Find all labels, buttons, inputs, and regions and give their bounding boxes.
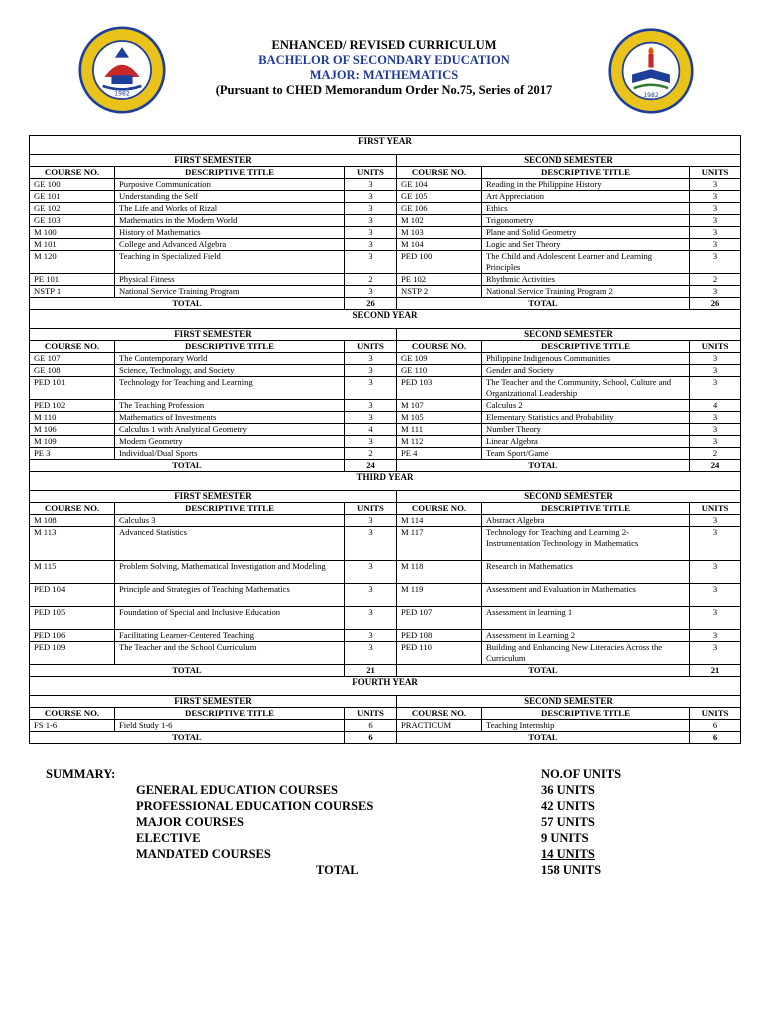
first-semester-label: FIRST SEMESTER (30, 491, 397, 503)
course-title: Foundation of Special and Inclusive Education (115, 607, 345, 630)
course-code: M 112 (397, 436, 482, 448)
course-units: 3 (690, 251, 741, 274)
course-row (30, 630, 741, 642)
course-row (30, 412, 741, 424)
course-units: 3 (690, 215, 741, 227)
course-row (30, 642, 741, 665)
course-title: The Child and Adolescent Learner and Learning Principles (482, 251, 690, 274)
course-title: Philippine Indigenous Communities (482, 353, 690, 365)
course-code: PED 102 (30, 400, 115, 412)
course-title: Calculus 3 (115, 515, 345, 527)
year-title-row (30, 677, 741, 696)
course-code: PE 4 (397, 448, 482, 460)
course-title: Logic and Set Theory (482, 239, 690, 251)
course-row (30, 584, 741, 607)
course-code: M 117 (397, 527, 482, 561)
course-units: 3 (690, 191, 741, 203)
total-label: TOTAL (30, 460, 345, 472)
year-title-row (30, 310, 741, 329)
course-title: Advanced Statistics (115, 527, 345, 561)
summary-units: 57 UNITS (541, 815, 595, 829)
column-header-units: UNITS (690, 708, 741, 720)
course-code: M 102 (397, 215, 482, 227)
course-units: 3 (345, 215, 397, 227)
course-code: PED 100 (397, 251, 482, 274)
course-units: 3 (345, 412, 397, 424)
semester-row (30, 155, 741, 167)
course-row (30, 286, 741, 298)
first-semester-label: FIRST SEMESTER (30, 155, 397, 167)
course-title: Ethics (482, 203, 690, 215)
course-units: 3 (345, 377, 397, 400)
course-code: GE 110 (397, 365, 482, 377)
course-code: PE 3 (30, 448, 115, 460)
total-label: TOTAL (397, 460, 690, 472)
course-title: Physical Fitness (115, 274, 345, 286)
course-units: 3 (690, 561, 741, 584)
column-header-units: UNITS (690, 503, 741, 515)
course-row (30, 424, 741, 436)
course-units: 4 (345, 424, 397, 436)
course-units: 3 (345, 642, 397, 665)
course-title: Facilitating Learner-Centered Teaching (115, 630, 345, 642)
header-memorandum: (Pursuant to CHED Memorandum Order No.75, Series of 2017 (215, 83, 553, 97)
second-semester-label: SECOND SEMESTER (397, 696, 741, 708)
total-units-second: 26 (690, 298, 741, 310)
course-row (30, 353, 741, 365)
course-title: Assessment in learning 1 (482, 607, 690, 630)
summary-label: SUMMARY: (46, 767, 116, 781)
course-units: 2 (690, 448, 741, 460)
course-code: M 109 (30, 436, 115, 448)
course-title: Purposive Communication (115, 179, 345, 191)
course-code: M 107 (397, 400, 482, 412)
course-units: 3 (345, 353, 397, 365)
course-title: Trigonometry (482, 215, 690, 227)
course-row (30, 191, 741, 203)
course-code: PED 101 (30, 377, 115, 400)
column-header-desc: DESCRIPTIVE TITLE (482, 341, 690, 353)
column-header-course-no: COURSE NO. (30, 708, 115, 720)
course-title: Principle and Strategies of Teaching Mathematics (115, 584, 345, 607)
course-code: PED 109 (30, 642, 115, 665)
semester-row (30, 491, 741, 503)
course-units: 3 (345, 251, 397, 274)
column-header-units: UNITS (345, 167, 397, 179)
course-units: 3 (690, 203, 741, 215)
course-title: College and Advanced Algebra (115, 239, 345, 251)
course-title: Technology for Teaching and Learning 2- Instrumentation Technology in Mathematics (482, 527, 690, 561)
total-units-second: 24 (690, 460, 741, 472)
column-header-row (30, 708, 741, 720)
course-row (30, 179, 741, 191)
column-header-desc: DESCRIPTIVE TITLE (115, 708, 345, 720)
course-title: Individual/Dual Sports (115, 448, 345, 460)
column-header-units: UNITS (345, 708, 397, 720)
course-units: 3 (690, 642, 741, 665)
course-code: PED 103 (397, 377, 482, 400)
column-header-course-no: COURSE NO. (30, 341, 115, 353)
course-units: 3 (345, 607, 397, 630)
total-row (30, 298, 741, 310)
course-units: 2 (345, 448, 397, 460)
curriculum-table (29, 135, 741, 744)
course-units: 3 (690, 527, 741, 561)
course-units: 3 (345, 527, 397, 561)
summary-category: GENERAL EDUCATION COURSES (136, 783, 338, 797)
column-header-desc: DESCRIPTIVE TITLE (482, 503, 690, 515)
year-title-row (30, 136, 741, 155)
course-code: FS 1-6 (30, 720, 115, 732)
course-title: Plane and Solid Geometry (482, 227, 690, 239)
total-row (30, 460, 741, 472)
course-code: GE 100 (30, 179, 115, 191)
second-semester-label: SECOND SEMESTER (397, 491, 741, 503)
course-code: M 100 (30, 227, 115, 239)
course-code: NSTP 2 (397, 286, 482, 298)
course-title: The Teaching Profession (115, 400, 345, 412)
first-semester-label: FIRST SEMESTER (30, 329, 397, 341)
course-code: PED 105 (30, 607, 115, 630)
course-code: PED 104 (30, 584, 115, 607)
course-units: 3 (345, 239, 397, 251)
course-code: GE 103 (30, 215, 115, 227)
total-units-second: 6 (690, 732, 741, 744)
course-units: 4 (690, 400, 741, 412)
course-units: 3 (345, 286, 397, 298)
course-row (30, 436, 741, 448)
course-units: 3 (690, 584, 741, 607)
course-code: GE 102 (30, 203, 115, 215)
course-units: 3 (690, 286, 741, 298)
units-header: NO.OF UNITS (541, 767, 622, 781)
course-title: Elementary Statistics and Probability (482, 412, 690, 424)
course-units: 3 (345, 203, 397, 215)
course-units: 3 (345, 179, 397, 191)
header-major: MAJOR: MATHEMATICS (309, 68, 459, 82)
course-title: Team Sport/Game (482, 448, 690, 460)
column-header-desc: DESCRIPTIVE TITLE (115, 341, 345, 353)
course-code: M 115 (30, 561, 115, 584)
course-title: National Service Training Program 2 (482, 286, 690, 298)
course-units: 6 (690, 720, 741, 732)
sulu-state-college-logo (78, 26, 166, 114)
course-row (30, 607, 741, 630)
course-units: 3 (690, 424, 741, 436)
total-label: TOTAL (30, 732, 345, 744)
course-units: 3 (345, 227, 397, 239)
year-title: FOURTH YEAR (30, 677, 741, 696)
logo-right-year: 1982 (643, 91, 659, 99)
course-title: Assessment and Evaluation in Mathematics (482, 584, 690, 607)
second-semester-label: SECOND SEMESTER (397, 329, 741, 341)
total-row (30, 665, 741, 677)
course-title: Calculus 1 with Analytical Geometry (115, 424, 345, 436)
course-units: 3 (690, 515, 741, 527)
course-title: Field Study 1-6 (115, 720, 345, 732)
course-code: M 103 (397, 227, 482, 239)
course-row (30, 239, 741, 251)
year-title-row (30, 472, 741, 491)
header-title: ENHANCED/ REVISED CURRICULUM (271, 38, 497, 52)
course-title: Gender and Society (482, 365, 690, 377)
course-title: Research in Mathematics (482, 561, 690, 584)
document-header (170, 38, 598, 98)
year-title: FIRST YEAR (30, 136, 741, 155)
course-row (30, 274, 741, 286)
total-units-first: 6 (345, 732, 397, 744)
course-row (30, 448, 741, 460)
school-of-education-logo (608, 28, 694, 114)
summary-category: PROFESSIONAL EDUCATION COURSES (136, 799, 374, 813)
column-header-row (30, 341, 741, 353)
course-code: PE 101 (30, 274, 115, 286)
summary-units: 9 UNITS (541, 831, 589, 845)
total-label: TOTAL (397, 732, 690, 744)
total-units-first: 26 (345, 298, 397, 310)
course-title: History of Mathematics (115, 227, 345, 239)
total-label: TOTAL (397, 298, 690, 310)
course-title: National Service Training Program (115, 286, 345, 298)
course-code: M 101 (30, 239, 115, 251)
course-units: 3 (690, 436, 741, 448)
summary-units: 36 UNITS (541, 783, 595, 797)
column-header-desc: DESCRIPTIVE TITLE (115, 167, 345, 179)
course-title: Assessment in Learning 2 (482, 630, 690, 642)
course-title: Building and Enhancing New Literacies Across the Curriculum (482, 642, 690, 665)
year-title: THIRD YEAR (30, 472, 741, 491)
course-units: 3 (345, 561, 397, 584)
course-row (30, 720, 741, 732)
column-header-course-no: COURSE NO. (30, 167, 115, 179)
course-code: M 104 (397, 239, 482, 251)
course-units: 3 (345, 584, 397, 607)
course-title: Linear Algebra (482, 436, 690, 448)
course-code: M 120 (30, 251, 115, 274)
course-code: GE 109 (397, 353, 482, 365)
course-row (30, 203, 741, 215)
first-semester-label: FIRST SEMESTER (30, 696, 397, 708)
summary-total-label: TOTAL (316, 863, 359, 877)
course-code: GE 107 (30, 353, 115, 365)
course-title: Mathematics of Investments (115, 412, 345, 424)
course-units: 6 (345, 720, 397, 732)
course-title: The Life and Works of Rizal (115, 203, 345, 215)
course-row (30, 561, 741, 584)
course-code: M 105 (397, 412, 482, 424)
course-units: 2 (690, 274, 741, 286)
course-title: Reading in the Philippine History (482, 179, 690, 191)
course-units: 3 (690, 179, 741, 191)
column-header-row (30, 503, 741, 515)
total-units-first: 21 (345, 665, 397, 677)
course-title: Number Theory (482, 424, 690, 436)
course-units: 3 (345, 515, 397, 527)
course-code: M 111 (397, 424, 482, 436)
total-units-second: 21 (690, 665, 741, 677)
course-title: Technology for Teaching and Learning (115, 377, 345, 400)
course-units: 3 (345, 191, 397, 203)
course-row (30, 527, 741, 561)
column-header-course-no: COURSE NO. (397, 341, 482, 353)
course-code: GE 108 (30, 365, 115, 377)
column-header-course-no: COURSE NO. (397, 167, 482, 179)
course-title: Problem Solving, Mathematical Investigation and Modeling (115, 561, 345, 584)
course-units: 3 (690, 227, 741, 239)
semester-row (30, 329, 741, 341)
course-code: PED 106 (30, 630, 115, 642)
course-title: Abstract Algebra (482, 515, 690, 527)
course-units: 3 (690, 353, 741, 365)
header-program: BACHELOR OF SECONDARY EDUCATION (258, 53, 510, 67)
course-title: Science, Technology, and Society (115, 365, 345, 377)
course-code: GE 105 (397, 191, 482, 203)
course-row (30, 515, 741, 527)
summary-units: 14 UNITS (541, 847, 595, 861)
summary-category: MANDATED COURSES (136, 847, 271, 861)
course-units: 3 (690, 607, 741, 630)
logo-left-year: 1982 (114, 90, 130, 98)
course-code: GE 101 (30, 191, 115, 203)
course-units: 2 (345, 274, 397, 286)
course-code: PE 102 (397, 274, 482, 286)
course-title: Mathematics in the Modern World (115, 215, 345, 227)
course-code: PED 108 (397, 630, 482, 642)
course-title: The Teacher and the School Curriculum (115, 642, 345, 665)
total-units-first: 24 (345, 460, 397, 472)
course-code: M 113 (30, 527, 115, 561)
column-header-units: UNITS (345, 503, 397, 515)
course-units: 3 (345, 400, 397, 412)
summary-category: MAJOR COURSES (136, 815, 244, 829)
total-label: TOTAL (30, 665, 345, 677)
total-label: TOTAL (397, 665, 690, 677)
course-code: M 119 (397, 584, 482, 607)
course-row (30, 227, 741, 239)
course-code: PRACTICUM (397, 720, 482, 732)
course-code: PED 107 (397, 607, 482, 630)
column-header-row (30, 167, 741, 179)
course-code: GE 106 (397, 203, 482, 215)
course-code: M 114 (397, 515, 482, 527)
course-row (30, 215, 741, 227)
course-title: The Teacher and the Community, School, Culture and Organizational Leadership (482, 377, 690, 400)
summary-total-units: 158 UNITS (541, 863, 602, 877)
course-units: 3 (345, 365, 397, 377)
column-header-desc: DESCRIPTIVE TITLE (115, 503, 345, 515)
course-title: Rhythmic Activities (482, 274, 690, 286)
column-header-units: UNITS (690, 341, 741, 353)
total-row (30, 732, 741, 744)
course-units: 3 (690, 377, 741, 400)
column-header-units: UNITS (345, 341, 397, 353)
column-header-desc: DESCRIPTIVE TITLE (482, 708, 690, 720)
semester-row (30, 696, 741, 708)
course-title: Understanding the Self (115, 191, 345, 203)
course-code: GE 104 (397, 179, 482, 191)
course-units: 3 (690, 412, 741, 424)
column-header-course-no: COURSE NO. (30, 503, 115, 515)
course-code: M 108 (30, 515, 115, 527)
course-units: 3 (690, 365, 741, 377)
course-units: 3 (690, 630, 741, 642)
course-code: M 106 (30, 424, 115, 436)
course-title: Teaching Internship (482, 720, 690, 732)
column-header-course-no: COURSE NO. (397, 503, 482, 515)
course-title: Calculus 2 (482, 400, 690, 412)
column-header-course-no: COURSE NO. (397, 708, 482, 720)
course-row (30, 377, 741, 400)
course-units: 3 (345, 630, 397, 642)
course-title: Teaching in Specialized Field (115, 251, 345, 274)
course-title: Modern Geometry (115, 436, 345, 448)
course-row (30, 365, 741, 377)
total-label: TOTAL (30, 298, 345, 310)
second-semester-label: SECOND SEMESTER (397, 155, 741, 167)
course-code: M 110 (30, 412, 115, 424)
course-title: The Contemporary World (115, 353, 345, 365)
course-units: 3 (690, 239, 741, 251)
column-header-desc: DESCRIPTIVE TITLE (482, 167, 690, 179)
course-units: 3 (345, 436, 397, 448)
course-title: Art Appreciation (482, 191, 690, 203)
column-header-units: UNITS (690, 167, 741, 179)
course-row (30, 251, 741, 274)
course-code: PED 110 (397, 642, 482, 665)
summary-units: 42 UNITS (541, 799, 595, 813)
course-code: M 118 (397, 561, 482, 584)
course-code: NSTP 1 (30, 286, 115, 298)
summary-category: ELECTIVE (136, 831, 201, 845)
year-title: SECOND YEAR (30, 310, 741, 329)
course-row (30, 400, 741, 412)
